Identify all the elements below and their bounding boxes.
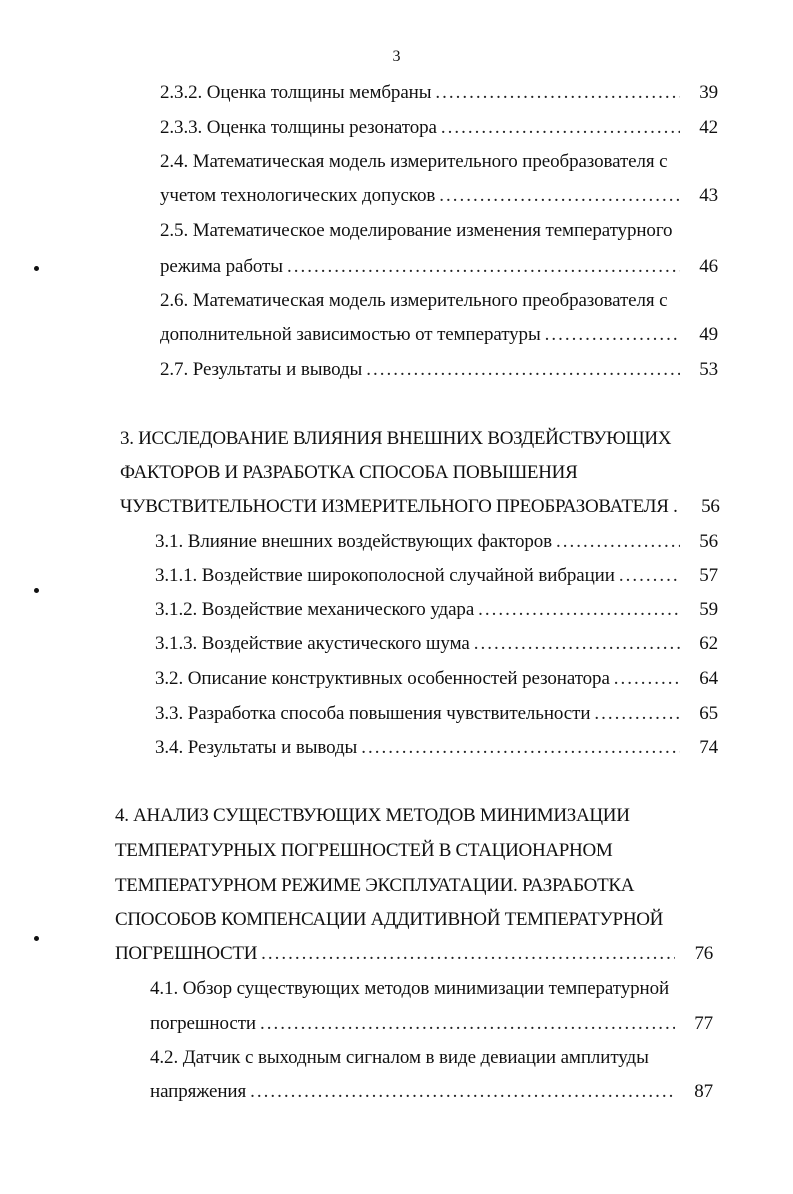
binding-hole-mark [34, 936, 39, 941]
toc-entry [155, 599, 718, 621]
toc-chapter-title: ПОГРЕШНОСТИ [115, 943, 258, 964]
binding-hole-mark [34, 588, 39, 593]
dot-leader [478, 599, 680, 621]
toc-entry [150, 1013, 713, 1035]
dot-leader [361, 737, 680, 759]
toc-entry [150, 1081, 713, 1103]
toc-chapter [120, 462, 577, 484]
toc-entry [160, 82, 718, 104]
toc-entry-title: 3.1. Влияние внешних воздействующих факторов [155, 531, 553, 552]
page-number: 3 [392, 48, 401, 65]
dot-leader [441, 117, 680, 139]
toc-entry-page: 57 [699, 565, 718, 586]
toc-entry-page: 49 [699, 324, 718, 345]
dot-leader [474, 633, 680, 655]
toc-chapter [115, 805, 630, 827]
toc-entry [155, 633, 718, 655]
dot-leader [250, 1081, 675, 1103]
toc-entry [155, 737, 718, 759]
toc-entry-page: 64 [699, 668, 718, 689]
toc-entry-title: 2.3.2. Оценка толщины мембраны [160, 82, 432, 103]
toc-chapter [115, 943, 713, 965]
toc-entry-page: 53 [699, 359, 718, 380]
toc-entry-title: погрешности [150, 1013, 256, 1034]
toc-entry [160, 185, 718, 207]
toc-entry-page: 65 [699, 703, 718, 724]
toc-entry-title: 4.1. Обзор существующих методов минимизации температурной [150, 978, 670, 999]
dot-leader [366, 359, 680, 381]
toc-chapter-title: ТЕМПЕРАТУРНОМ РЕЖИМЕ ЭКСПЛУАТАЦИИ. РАЗРАБОТКА [115, 875, 635, 896]
dot-leader [556, 531, 680, 553]
toc-entry-page: 43 [699, 185, 718, 206]
toc-entry-title: 2.6. Математическая модель измерительного преобразователя с [160, 290, 668, 311]
toc-entry-title: напряжения [150, 1081, 247, 1102]
toc-chapter-title: ТЕМПЕРАТУРНЫХ ПОГРЕШНОСТЕЙ В СТАЦИОНАРНОМ [115, 840, 613, 861]
toc-entry-title: учетом технологических допусков [160, 185, 436, 206]
toc-entry-title: 3.1.2. Воздействие механического удара [155, 599, 475, 620]
toc-chapter-title: СПОСОБОВ КОМПЕНСАЦИИ АДДИТИВНОЙ ТЕМПЕРАТУРНОЙ [115, 909, 664, 930]
toc-entry-title: 3.3. Разработка способа повышения чувствительности [155, 703, 591, 724]
toc-entry-page: 56 [701, 496, 720, 517]
dot-leader [619, 565, 680, 587]
toc-chapter [115, 875, 634, 897]
toc-entry [160, 359, 718, 381]
toc-entry-title: 3.2. Описание конструктивных особенностей резонатора [155, 668, 610, 689]
toc-entry [155, 565, 718, 587]
dot-leader [545, 324, 680, 346]
toc-entry-title: 2.4. Математическая модель измерительного преобразователя с [160, 151, 668, 172]
toc-entry [155, 531, 718, 553]
toc-entry-page: 76 [694, 943, 713, 964]
toc-entry-page: 59 [699, 599, 718, 620]
toc-entry-title: 2.5. Математическое моделирование изменения температурного [160, 220, 673, 241]
toc-chapter [120, 428, 671, 450]
toc-entry-page: 42 [699, 117, 718, 138]
dot-leader [614, 668, 680, 690]
toc-entry-page: 39 [699, 82, 718, 103]
toc-entry [155, 703, 718, 725]
toc-chapter-title: ЧУВСТВИТЕЛЬНОСТИ ИЗМЕРИТЕЛЬНОГО ПРЕОБРАЗОВАТЕЛЯ . [120, 496, 678, 517]
toc-entry-page: 87 [694, 1081, 713, 1102]
toc-entry-title: 3.4. Результаты и выводы [155, 737, 358, 758]
toc-entry [155, 668, 718, 690]
toc-chapter [120, 496, 718, 518]
toc-entry [160, 256, 718, 278]
dot-leader [594, 703, 680, 725]
toc-entry [160, 324, 718, 346]
binding-hole-mark [34, 266, 39, 271]
toc-entry [160, 290, 668, 312]
toc-chapter-title: 4. АНАЛИЗ СУЩЕСТВУЮЩИХ МЕТОДОВ МИНИМИЗАЦИИ [115, 805, 630, 826]
toc-entry-page: 74 [699, 737, 718, 758]
toc-chapter-title: 3. ИССЛЕДОВАНИЕ ВЛИЯНИЯ ВНЕШНИХ ВОЗДЕЙСТВУЮЩИХ [120, 428, 672, 449]
toc-entry [160, 151, 668, 173]
toc-entry-title: 3.1.1. Воздействие широкополосной случайной вибрации [155, 565, 615, 586]
toc-entry-title: дополнительной зависимостью от температуры [160, 324, 541, 345]
toc-entry [160, 117, 718, 139]
toc-entry [150, 978, 669, 1000]
dot-leader [439, 185, 680, 207]
toc-entry-title: режима работы [160, 256, 283, 277]
toc-entry-page: 77 [694, 1013, 713, 1034]
toc-entry-page: 56 [699, 531, 718, 552]
toc-entry-page: 46 [699, 256, 718, 277]
dot-leader [261, 943, 675, 965]
toc-chapter [115, 909, 663, 931]
toc-entry-title: 4.2. Датчик с выходным сигналом в виде девиации амплитуды [150, 1047, 649, 1068]
toc-entry [160, 220, 672, 242]
toc-entry-title: 2.7. Результаты и выводы [160, 359, 363, 380]
toc-entry [150, 1047, 649, 1069]
toc-entry-title: 3.1.3. Воздействие акустического шума [155, 633, 470, 654]
dot-leader [260, 1013, 675, 1035]
toc-chapter-title: ФАКТОРОВ И РАЗРАБОТКА СПОСОБА ПОВЫШЕНИЯ [120, 462, 578, 483]
dot-leader [435, 82, 680, 104]
toc-entry-page: 62 [699, 633, 718, 654]
toc-entry-title: 2.3.3. Оценка толщины резонатора [160, 117, 437, 138]
toc-chapter [115, 840, 613, 862]
dot-leader [287, 256, 680, 278]
